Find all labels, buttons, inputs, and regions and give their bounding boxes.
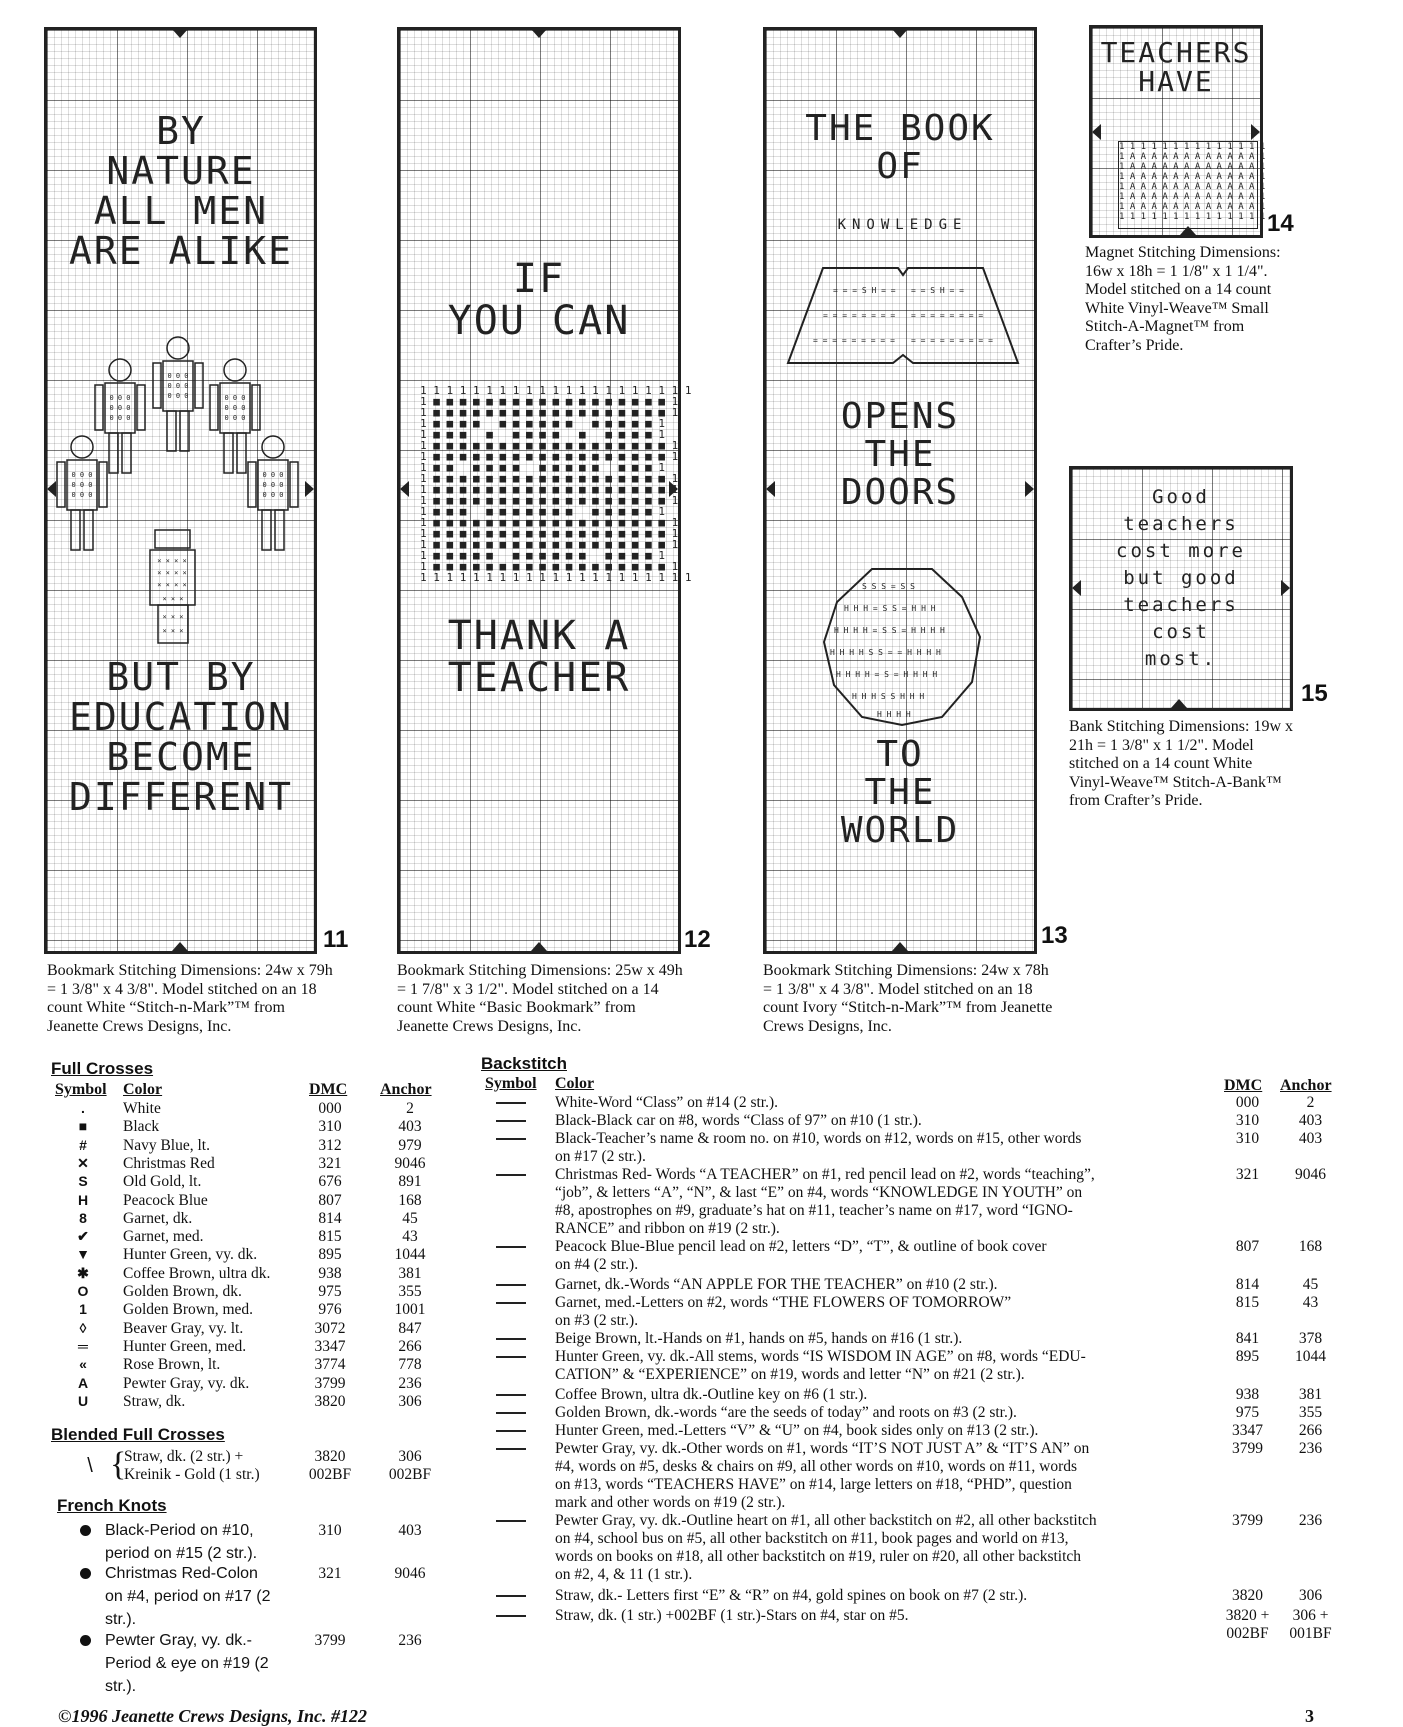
symbol-column-header: Symbol — [55, 1081, 107, 1098]
anchor-cell: 236 — [1298, 1512, 1323, 1529]
anchor-cell: 1044 — [1295, 1348, 1326, 1365]
knot-line: Pewter Gray, vy. dk.- — [105, 1632, 252, 1649]
anchor-cell: 9046 — [394, 1565, 426, 1582]
backstitch-line-icon — [496, 1138, 526, 1140]
backstitch-description: Garnet, med.-Letters on #2, words “THE FLOWERS OF TOMORROW” — [555, 1294, 1012, 1311]
bs-color-column-header: Color — [555, 1075, 595, 1092]
backstitch-line-icon — [496, 1338, 526, 1340]
symbol-cell: ✕ — [77, 1154, 89, 1171]
bs-anchor-column-header: Anchor — [1280, 1077, 1332, 1094]
backstitch-line-icon — [496, 1302, 526, 1304]
dmc-cell: 321 — [1235, 1166, 1260, 1183]
dmc-cell: 3799 — [1232, 1512, 1263, 1529]
color-cell: Christmas Red — [123, 1154, 215, 1172]
color-cell: Pewter Gray, vy. dk. — [123, 1374, 250, 1392]
chart-11-line: DIFFERENT — [69, 774, 293, 819]
chart-15-line: cost — [1152, 621, 1210, 643]
anchor-cell: 43 — [1302, 1294, 1319, 1311]
svg-text:H H H S S H H H: H H H S S H H H — [852, 692, 925, 701]
anchor-cell: 236 — [398, 1374, 422, 1392]
dmc-cell: 3072 — [314, 1319, 346, 1337]
anchor-cell: 236 — [1298, 1440, 1323, 1457]
anchor-cell: 2 — [406, 1100, 414, 1117]
backstitch-line-icon — [496, 1246, 526, 1248]
symbol-cell: 8 — [79, 1209, 87, 1226]
svg-text:0 0 0: 0 0 0 — [224, 394, 246, 402]
chart-13-lower-text — [769, 736, 1031, 849]
backstitch-description: Black-Black car on #8, words “Class of 97” on #10 (1 str.). — [555, 1112, 922, 1129]
anchor-cell: 168 — [398, 1191, 422, 1209]
symbol-cell: S — [78, 1173, 88, 1190]
blended-dmc1: 3820 — [314, 1448, 346, 1465]
svg-text:= = S H = =: = = S H = = — [911, 286, 964, 295]
dmc-cell: 3347 — [314, 1337, 346, 1355]
backstitch-line-icon — [496, 1615, 526, 1617]
symbol-cell: ▼ — [76, 1246, 90, 1263]
backstitch-description: Black-Teacher’s name & room no. on #10, words on #12, words on #15, other words — [555, 1130, 1082, 1147]
chart-15-text — [1078, 484, 1284, 673]
svg-text:× × ×: × × × — [162, 627, 184, 635]
symbol-cell: « — [79, 1356, 87, 1373]
color-cell: Hunter Green, vy. dk. — [123, 1246, 258, 1264]
color-cell: Garnet, dk. — [123, 1209, 193, 1227]
chart-11-upper-text — [50, 109, 312, 273]
symbol-cell: ✱ — [77, 1264, 89, 1281]
svg-text:0 0 0: 0 0 0 — [167, 392, 189, 400]
svg-text:× × ×: × × × — [162, 613, 184, 621]
svg-text:0 0 0: 0 0 0 — [109, 394, 131, 402]
backstitch-line-icon — [496, 1174, 526, 1176]
copyright-footer: ©1996 Jeanette Crews Designs, Inc. #122 — [58, 1706, 367, 1726]
backstitch-description: on #4 (2 str.). — [555, 1256, 639, 1273]
anchor-cell: 847 — [398, 1319, 422, 1337]
center-marker-left — [1092, 124, 1101, 140]
people-figures — [55, 335, 305, 645]
anchor-cell: 403 — [1298, 1130, 1323, 1147]
chart-11-line: EDUCATION — [69, 694, 293, 739]
symbol-cell: 1 — [79, 1301, 87, 1318]
chart-11-line: BECOME — [106, 734, 256, 779]
svg-text:0 0 0: 0 0 0 — [262, 471, 284, 479]
center-marker-top — [172, 29, 188, 38]
anchor-cell: 9046 — [1295, 1166, 1326, 1183]
globe-icon — [822, 567, 982, 727]
dmc-cell: 000 — [1235, 1094, 1260, 1111]
anchor-cell: 45 — [402, 1209, 418, 1227]
apple-pattern: 1 1 1 1 1 1 1 1 1 1 1 1 1 1 1 1 1 1 1 1 ■ ■ ■ ■ ■ ■ ■ ■ ■ ■ ■ ■ ■ ■ ■ ■ ■ 1 ■ ■ ■ ■ ■ ■ ■ ■ ■ ■ ■ ■ ■ ■ ■ ■ ■ 1 ■ ■ ■ ■ ■ ■ ■ ■ ■ ■ ■ ■ ■ ■ ■ 1 ■ ■ ■ ■ ■ ■ ■ ■ ■ ■ ■ ■ ■ 1 ■ ■ ■ ■ ■ ■ ■ ■ ■ ■ ■ ■ ■ ■ ■ ■ ■ 1 ■ ■ ■ ■ ■ ■ ■ ■ ■ ■ ■ ■ ■ ■ ■ ■ ■ 1 ■ ■ ■ ■ ■ ■ ■ ■ ■ ■ ■ ■ ■ ■ 1 ■ ■ ■ ■ ■ ■ ■ ■ ■ ■ ■ ■ ■ ■ ■ ■ ■ 1 ■ ■ ■ ■ ■ ■ ■ ■ ■ ■ ■ ■ ■ ■ ■ ■ ■ 1 ■ ■ ■ ■ ■ ■ ■ ■ ■ ■ ■ ■ ■ ■ ■ ■ ■ 1 ■ ■ ■ ■ ■ ■ ■ ■ ■ ■ ■ ■ ■ ■ ■ 1 ■ ■ ■ ■ ■ ■ ■ ■ ■ ■ ■ ■ ■ ■ ■ ■ ■ 1 ■ ■ ■ ■ ■ ■ ■ ■ ■ ■ ■ ■ ■ ■ ■ ■ ■ 1 ■ ■ ■ ■ ■ ■ ■ ■ ■ ■ ■ ■ ■ ■ ■ ■ ■ 1 ■ ■ ■ ■ ■ ■ ■ ■ ■ ■ ■ ■ ■ ■ ■ 1 ■ ■ ■ ■ ■ ■ ■ ■ ■ ■ ■ ■ ■ ■ ■ ■ ■ 1 1 1 1 1 1 1 1 1 1 1 1 1 1 1 1 1 1 1 — [420, 384, 692, 584]
dmc-cell: 312 — [318, 1136, 342, 1154]
knot-line: on #4, period on #17 (2 — [105, 1588, 271, 1605]
color-cell: White — [123, 1100, 161, 1117]
color-cell: Black — [123, 1118, 160, 1136]
backstitch-description: “job”, & letters “A”, “N”, & last “E” on #4, words “KNOWLEDGE IN YOUTH” on — [555, 1184, 1083, 1201]
anchor-cell: 001BF — [1289, 1625, 1332, 1642]
blended-line2: Kreinik - Gold (1 str.) — [124, 1466, 260, 1483]
dmc-cell: 807 — [1235, 1238, 1260, 1255]
color-cell: Peacock Blue — [123, 1191, 208, 1209]
backstitch-line-icon — [496, 1430, 526, 1432]
svg-text:0 0 0: 0 0 0 — [167, 382, 189, 390]
symbol-cell: ■ — [78, 1118, 88, 1135]
knot-line: str.). — [105, 1611, 137, 1628]
svg-text:0 0 0: 0 0 0 — [71, 471, 93, 479]
chart-14-text — [1095, 38, 1257, 97]
dmc-cell: 3774 — [314, 1356, 346, 1374]
backstitch-description: on #17 (2 str.). — [555, 1148, 646, 1165]
backstitch-description: Peacock Blue-Blue pencil lead on #2, letters “D”, “T”, & outline of book cover — [555, 1238, 1047, 1255]
open-book-icon — [783, 263, 1023, 368]
chart-12-line: YOU CAN — [447, 298, 631, 344]
backstitch-description: Hunter Green, vy. dk.-All stems, words “IS WISDOM IN AGE” on #8, words “EDU- — [555, 1348, 1086, 1365]
dmc-cell: 841 — [1235, 1330, 1260, 1347]
color-cell: Golden Brown, med. — [123, 1301, 254, 1319]
center-marker-bottom — [172, 942, 188, 951]
svg-text:× × ×: × × × — [162, 595, 184, 603]
chart-15-line: Good — [1152, 486, 1210, 508]
anchor-cell: 2 — [1306, 1094, 1315, 1111]
blended-brace: { — [110, 1446, 127, 1483]
chart-15-line: cost more — [1116, 540, 1246, 562]
color-cell: Coffee Brown, ultra dk. — [123, 1264, 271, 1282]
anchor-column-header: Anchor — [380, 1081, 432, 1098]
svg-text:S S S = S S: S S S = S S — [862, 582, 915, 591]
french-knot-dot-icon — [80, 1525, 91, 1536]
chart-15-line: but good — [1123, 567, 1239, 589]
svg-text:= = = = = = = =: = = = = = = = = — [823, 311, 896, 320]
anchor-cell: 355 — [398, 1283, 422, 1300]
chart-13-knowledge-text: KNOWLEDGE — [837, 217, 968, 233]
chart-12-upper-text — [403, 258, 675, 342]
color-column-header: Color — [123, 1081, 163, 1098]
color-cell: Old Gold, lt. — [123, 1173, 202, 1191]
symbol-cell: . — [81, 1100, 85, 1116]
chart-number: 14 — [1267, 210, 1294, 237]
svg-text:0 0 0: 0 0 0 — [262, 481, 284, 489]
backstitch-description: on #3 (2 str.). — [555, 1312, 639, 1329]
chart-15-line: teachers — [1123, 594, 1239, 616]
chart-number: 15 — [1301, 680, 1328, 707]
svg-text:= = = = = = = =: = = = = = = = = — [911, 311, 984, 320]
bs-dmc-column-header: DMC — [1224, 1077, 1263, 1094]
backstitch-line-icon — [496, 1448, 526, 1450]
chart-13-line: THE — [864, 771, 936, 813]
dmc-cell: 895 — [1235, 1348, 1260, 1365]
dmc-cell: 815 — [318, 1228, 342, 1246]
color-cell: Straw, dk. — [123, 1392, 186, 1410]
full-crosses-heading: Full Crosses — [51, 1059, 154, 1078]
svg-text:0 0 0: 0 0 0 — [224, 404, 246, 412]
backstitch-description: Christmas Red- Words “A TEACHER” on #1, red pencil lead on #2, words “teaching”, — [555, 1166, 1095, 1183]
anchor-cell: 266 — [1298, 1422, 1323, 1439]
svg-text:H H H H: H H H H — [877, 710, 911, 719]
chart-13-line: TO — [876, 734, 924, 775]
center-marker-bottom — [531, 942, 547, 951]
chart-14-caption: Magnet Stitching Dimensions: 16w x 18h = 1 1/8" x 1 1/4". Model stitched on a 14 count White Vinyl-Weave™ Small Stitch-A-Magnet™ from Crafter’s Pride. — [1085, 244, 1281, 354]
center-marker-left — [400, 481, 409, 497]
magnet-pattern: 1 1 1 1 1 1 1 1 1 1 1 1 1 1 A A A A A A A A A A A A 1 A A A A A A A A A A A A 1 A A A A A A A A A A A A 1 A A A A A A A A A A A A 1 A A A A A A A A A A A A 1 A A A A A A A A A A A A 1 1 1 1 1 1 1 1 1 1 1 1 1 — [1118, 141, 1258, 229]
backstitch-line-icon — [496, 1412, 526, 1414]
blended-heading: Blended Full Crosses — [51, 1425, 225, 1444]
symbol-cell: H — [77, 1191, 89, 1208]
knot-line: period on #15 (2 str.). — [105, 1545, 258, 1562]
page-number: 3 — [1305, 1706, 1314, 1726]
svg-text:0 0 0: 0 0 0 — [71, 491, 93, 499]
backstitch-description: mark and other words on #19 (2 str.). — [555, 1494, 786, 1511]
dmc-cell: 3820 — [314, 1392, 346, 1410]
backstitch-description: White-Word “Class” on #14 (2 str.). — [555, 1094, 779, 1111]
chart-15-line: most. — [1144, 648, 1218, 670]
backstitch-line-icon — [496, 1102, 526, 1104]
backstitch-description: Straw, dk. (1 str.) +002BF (1 str.)-Stars on #4, star on #5. — [555, 1607, 909, 1624]
anchor-cell: 891 — [398, 1173, 422, 1191]
dmc-cell: 815 — [1235, 1294, 1260, 1311]
backstitch-description: Pewter Gray, vy. dk.-Outline heart on #1, all other backstitch on #2, all other backstitch — [555, 1512, 1097, 1529]
anchor-cell: 778 — [398, 1356, 422, 1374]
backstitch-description: CATION” & “EXPERIENCE” on #19, words and letter “N” on #21 (2 str.). — [555, 1366, 1025, 1383]
chart-14-line: TEACHERS — [1100, 36, 1252, 69]
dmc-cell: 895 — [318, 1246, 342, 1264]
chart-13-caption: Bookmark Stitching Dimensions: 24w x 78h = 1 3/8" x 4 3/8". Model stitched on an 18 count Ivory “Stitch-n-Mark”™ from Jeanette Crews Designs, Inc. — [763, 962, 1053, 1035]
chart-13-line: DOORS — [840, 471, 960, 513]
blended-anchor1: 306 — [398, 1448, 422, 1465]
dmc-column-header: DMC — [309, 1081, 348, 1098]
dmc-cell: 3347 — [1232, 1422, 1263, 1439]
blended-dmc2: 002BF — [308, 1466, 352, 1483]
backstitch-description: RANCE” and ribbon on #19 (2 str.). — [555, 1220, 780, 1237]
anchor-cell: 403 — [1298, 1112, 1323, 1129]
anchor-cell: 45 — [1302, 1276, 1319, 1293]
backstitch-line-icon — [496, 1394, 526, 1396]
dmc-cell: 3820 + — [1225, 1607, 1270, 1624]
chart-11-line: ARE ALIKE — [69, 228, 293, 273]
chart-13-middle-text — [769, 398, 1031, 511]
knot-line: Black-Period on #10, — [105, 1522, 254, 1539]
dmc-cell: 938 — [1235, 1386, 1260, 1403]
dmc-cell: 976 — [318, 1301, 342, 1319]
backstitch-description: Pewter Gray, vy. dk.-Other words on #1, words “IT’S NOT JUST A” & “IT’S AN” on — [555, 1440, 1090, 1457]
chart-13-line: OF — [876, 145, 924, 187]
anchor-cell: 381 — [1298, 1386, 1323, 1403]
color-cell: Beaver Gray, vy. lt. — [123, 1319, 244, 1337]
chart-11-lower-text — [50, 655, 312, 819]
backstitch-heading: Backstitch — [481, 1054, 567, 1073]
french-knot-dot-icon — [80, 1635, 91, 1646]
anchor-cell: 306 — [1298, 1587, 1323, 1604]
svg-text:0 0 0: 0 0 0 — [224, 414, 246, 422]
backstitch-description: Straw, dk.- Letters first “E” & “R” on #4, gold spines on book on #7 (2 str.). — [555, 1587, 1028, 1604]
center-marker-top — [531, 29, 547, 38]
svg-text:0 0 0: 0 0 0 — [109, 404, 131, 412]
chart-13-line: OPENS — [840, 396, 960, 437]
chart-12-caption: Bookmark Stitching Dimensions: 25w x 49h = 1 7/8" x 3 1/2". Model stitched on a 14 count White “Basic Bookmark” from Jeanette Crews Designs, Inc. — [397, 962, 683, 1035]
color-cell: Golden Brown, dk. — [123, 1283, 242, 1300]
blended-symbol: \ — [87, 1455, 93, 1477]
knot-line: Christmas Red-Colon — [105, 1565, 258, 1582]
svg-text:× × × ×: × × × × — [157, 557, 187, 565]
anchor-cell: 43 — [402, 1228, 418, 1246]
chart-14-line: HAVE — [1138, 65, 1214, 99]
anchor-cell: 9046 — [394, 1154, 426, 1172]
anchor-cell: 236 — [398, 1632, 422, 1649]
chart-15-line: teachers — [1123, 513, 1239, 535]
dmc-cell: 807 — [318, 1191, 342, 1209]
svg-text:× × × ×: × × × × — [157, 569, 187, 577]
blended-anchor2: 002BF — [388, 1466, 432, 1483]
chart-11-line: BUT BY — [106, 655, 256, 699]
chart-number: 13 — [1041, 922, 1068, 949]
center-marker-bottom — [1171, 699, 1187, 708]
chart-13-line: THE BOOK — [805, 108, 995, 149]
center-marker-bottom — [892, 942, 908, 951]
anchor-cell: 266 — [398, 1337, 422, 1355]
chart-11-line: ALL MEN — [93, 188, 269, 233]
dmc-cell: 310 — [318, 1522, 342, 1539]
svg-text:= = = = = = = = =: = = = = = = = = = — [813, 336, 895, 345]
backstitch-description: words on books on #18, all other backstitch on #19, ruler on #20, all other backstitch — [555, 1548, 1082, 1565]
dmc-cell: 321 — [318, 1154, 342, 1172]
backstitch-line-icon — [496, 1120, 526, 1122]
knot-line: Period & eye on #19 (2 — [105, 1655, 269, 1672]
blended-line1: Straw, dk. (2 str.) + — [124, 1448, 244, 1465]
french-knot-dot-icon — [80, 1568, 91, 1579]
backstitch-description: Coffee Brown, ultra dk.-Outline key on #6 (1 str.). — [555, 1386, 868, 1403]
backstitch-line-icon — [496, 1284, 526, 1286]
chart-13-line: WORLD — [840, 809, 960, 851]
chart-11-line: NATURE — [106, 148, 256, 193]
bs-symbol-column-header: Symbol — [485, 1075, 537, 1092]
dmc-cell: 975 — [1235, 1404, 1260, 1421]
chart-11-caption: Bookmark Stitching Dimensions: 24w x 79h = 1 3/8" x 4 3/8". Model stitched on an 18 count White “Stitch-n-Mark”™ from Jeanette Crews Designs, Inc. — [47, 962, 333, 1035]
dmc-cell: 3799 — [314, 1632, 346, 1649]
anchor-cell: 355 — [1298, 1404, 1323, 1421]
symbol-cell: ◊ — [79, 1319, 87, 1336]
svg-text:H H H H = S = H H H H: H H H H = S = H H H H — [836, 670, 938, 679]
color-cell: Navy Blue, lt. — [123, 1136, 210, 1154]
svg-text:0 0 0: 0 0 0 — [109, 414, 131, 422]
chart-number: 11 — [323, 926, 349, 953]
center-marker-right — [305, 481, 314, 497]
backstitch-description: #4, words on #5, desks & chairs on #9, all other words on #10, words on #11, words — [555, 1458, 1078, 1475]
symbol-cell: U — [77, 1392, 89, 1409]
svg-text:× × × ×: × × × × — [157, 581, 187, 589]
anchor-cell: 306 + — [1292, 1607, 1329, 1624]
svg-text:H H H H S S = = H H H H: H H H H S S = = H H H H — [830, 648, 941, 657]
svg-text:H H H H = S S = H H H H: H H H H = S S = H H H H — [834, 626, 945, 635]
svg-text:= = = S H = =: = = = S H = = — [833, 286, 896, 295]
anchor-cell: 168 — [1298, 1238, 1323, 1255]
svg-text:0 0 0: 0 0 0 — [167, 372, 189, 380]
color-cell: Garnet, med. — [123, 1228, 204, 1246]
french-knots-heading: French Knots — [57, 1496, 167, 1515]
anchor-cell: 403 — [398, 1522, 422, 1539]
chart-12-line: IF — [512, 256, 566, 302]
backstitch-description: Hunter Green, med.-Letters “V” & “U” on #4, book sides only on #13 (2 str.). — [555, 1422, 1039, 1439]
svg-text:H H H = S S = H H H: H H H = S S = H H H — [844, 604, 936, 613]
chart-15-caption: Bank Stitching Dimensions: 19w x 21h = 1 3/8" x 1 1/2". Model stitched on a 14 count White Vinyl-Weave™ Stitch-A-Bank™ from Crafter’s Pride. — [1069, 718, 1293, 809]
dmc-cell: 814 — [1235, 1276, 1260, 1293]
knot-line: str.). — [105, 1678, 137, 1695]
chart-12-lower-text — [403, 615, 675, 699]
chart-13-line: THE — [864, 433, 936, 475]
center-marker-right — [1251, 124, 1260, 140]
anchor-cell: 378 — [1298, 1330, 1323, 1347]
symbol-cell: A — [77, 1374, 89, 1391]
dmc-cell: 310 — [1235, 1130, 1260, 1147]
anchor-cell: 403 — [398, 1118, 422, 1136]
symbol-cell: ✔ — [77, 1228, 89, 1245]
svg-text:0 0 0: 0 0 0 — [71, 481, 93, 489]
backstitch-line-icon — [496, 1356, 526, 1358]
dmc-cell: 676 — [318, 1173, 342, 1191]
backstitch-line-icon — [496, 1595, 526, 1597]
dmc-cell: 3799 — [314, 1374, 346, 1392]
dmc-cell: 000 — [318, 1100, 342, 1117]
svg-text:0 0 0: 0 0 0 — [262, 491, 284, 499]
anchor-cell: 306 — [398, 1392, 422, 1410]
anchor-cell: 381 — [398, 1264, 422, 1282]
dmc-cell: 310 — [1235, 1112, 1260, 1129]
backstitch-description: Garnet, dk.-Words “AN APPLE FOR THE TEACHER” on #10 (2 str.). — [555, 1276, 998, 1293]
backstitch-description: #8, apostrophes on #9, graduate’s hat on #11, teacher’s name on #17, word “IGNO- — [555, 1202, 1073, 1219]
backstitch-description: on #2, 4, & 11 (1 str.). — [555, 1566, 693, 1583]
anchor-cell: 1044 — [394, 1246, 426, 1264]
dmc-cell: 3799 — [1232, 1440, 1263, 1457]
chart-13-upper-text — [769, 110, 1031, 186]
chart-12-line: TEACHER — [447, 655, 631, 701]
backstitch-description: Golden Brown, dk.-words “are the seeds of today” and roots on #3 (2 str.). — [555, 1404, 1017, 1421]
color-cell: Rose Brown, lt. — [123, 1356, 221, 1374]
chart-12-line: THANK A — [447, 613, 631, 659]
chart-11-line: BY — [156, 109, 206, 153]
dmc-cell: 975 — [318, 1283, 342, 1300]
center-marker-top — [892, 29, 908, 38]
backstitch-description: Beige Brown, lt.-Hands on #1, hands on #5, hands on #16 (1 str.). — [555, 1330, 963, 1347]
anchor-cell: 979 — [398, 1136, 422, 1154]
anchor-cell: 1001 — [394, 1301, 426, 1319]
symbol-cell: O — [77, 1283, 89, 1299]
backstitch-description: on #4, school bus on #5, all other backstitch on #11, book pages and world on #13, — [555, 1530, 1069, 1547]
backstitch-line-icon — [496, 1520, 526, 1522]
symbol-cell: ═ — [78, 1337, 88, 1354]
dmc-cell: 938 — [318, 1264, 342, 1282]
symbol-cell: # — [79, 1136, 87, 1153]
color-cell: Hunter Green, med. — [123, 1337, 247, 1355]
dmc-cell: 321 — [318, 1565, 342, 1582]
dmc-cell: 310 — [318, 1118, 342, 1136]
chart-number: 12 — [684, 926, 711, 953]
dmc-cell: 3820 — [1232, 1587, 1263, 1604]
dmc-cell: 814 — [318, 1209, 342, 1227]
svg-text:= = = = = = = = =: = = = = = = = = = — [911, 336, 993, 345]
dmc-cell: 002BF — [1226, 1625, 1269, 1642]
backstitch-description: on #13, words “TEACHERS HAVE” on #14, large letters on #18, “PHD”, question — [555, 1476, 1072, 1493]
